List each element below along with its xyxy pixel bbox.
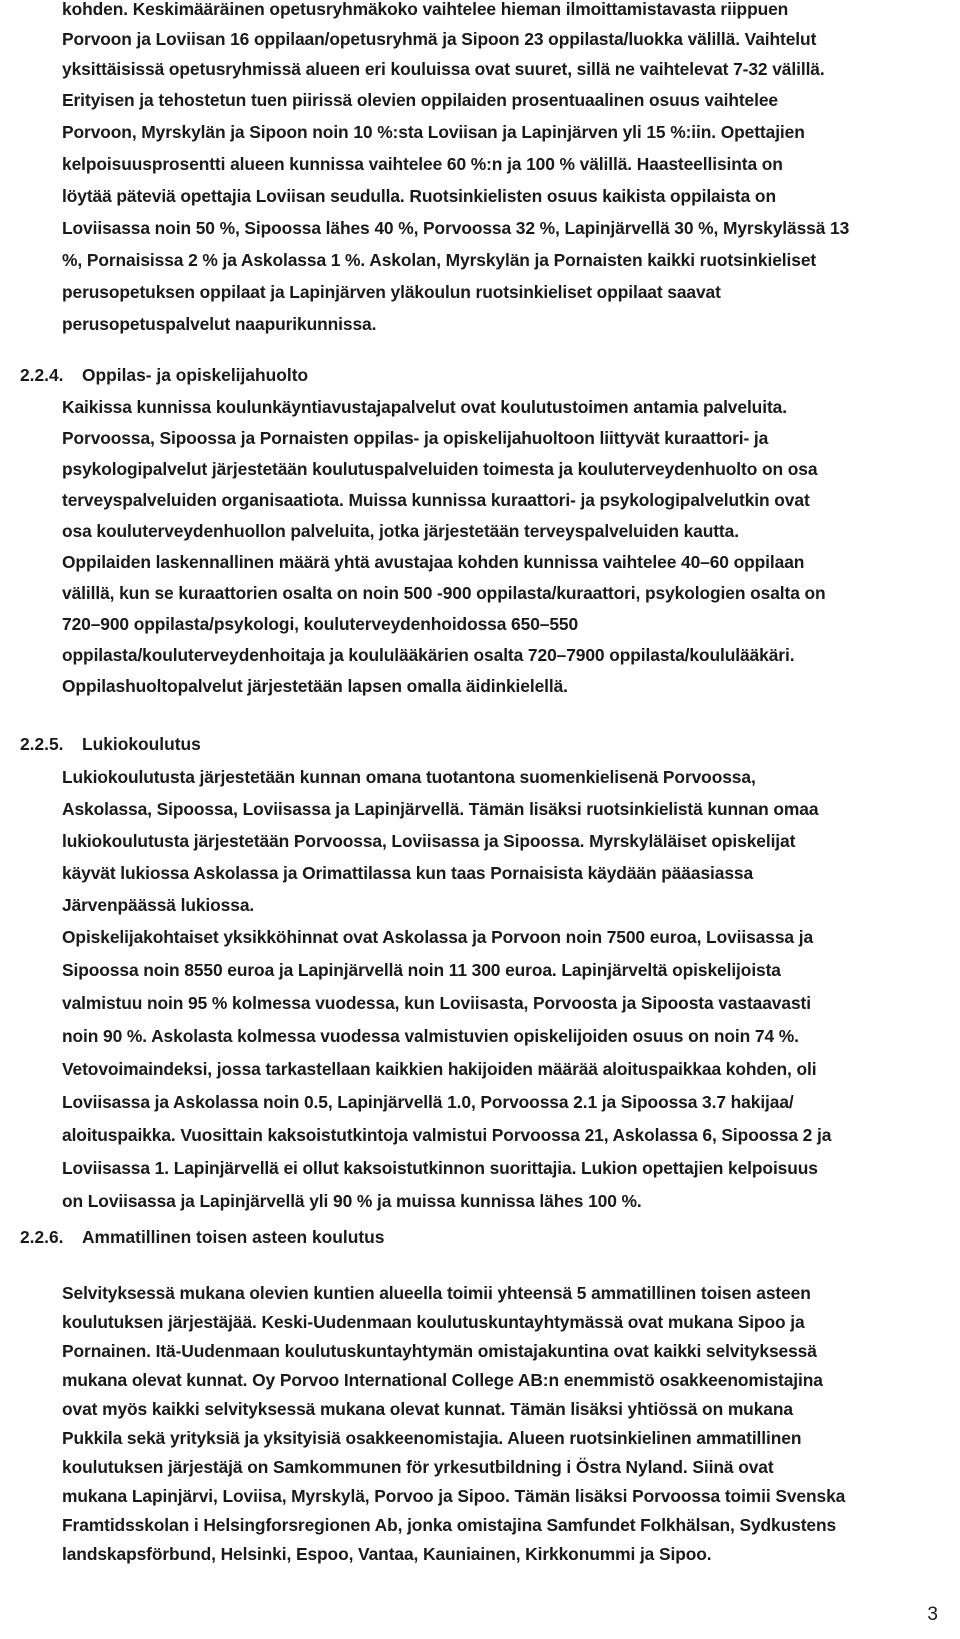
text-line: Opiskelijakohtaiset yksikköhinnat ovat Askolassa ja Porvoon noin 7500 euroa, Loviisassa ja [62, 927, 814, 947]
text-line: valmistuu noin 95 % kolmessa vuodessa, kun Loviisasta, Porvoosta ja Sipoosta vastaavasti [62, 993, 811, 1013]
text-line: perusopetuspalvelut naapurikunnissa. [62, 314, 377, 334]
text-line: psykologipalvelut järjestetään koulutuspalveluiden toimesta ja kouluterveydenhuolto on osa [62, 459, 818, 479]
text-line: yksittäisissä opetusryhmissä alueen eri kouluissa ovat suuret, sillä ne vaihtelevat 7-32 välillä. [62, 59, 825, 79]
text-line: välillä, kun se kuraattorien osalta on noin 500 -900 oppilasta/kuraattori, psykologien osalta on [62, 583, 826, 603]
text-line: perusopetuksen oppilaat ja Lapinjärven yläkoulun ruotsinkieliset oppilaat saavat [62, 282, 721, 302]
text-line: Selvityksessä mukana olevien kuntien alueella toimii yhteensä 5 ammatillinen toisen asteen [62, 1283, 811, 1303]
text-line: osa kouluterveydenhuollon palveluita, jotka järjestetään terveyspalveluiden kautta. [62, 521, 739, 541]
text-line: %, Pornaisissa 2 % ja Askolassa 1 %. Askolan, Myrskylän ja Pornaisten kaikki ruotsinkieliset [62, 250, 817, 270]
text-line: oppilasta/kouluterveydenhoitaja ja koululääkärien osalta 720–7900 oppilasta/koululääkäri. [62, 645, 795, 665]
text-line: aloituspaikka. Vuosittain kaksoistutkintoja valmistui Porvoossa 21, Askolassa 6, Sipoossa 2 ja [62, 1125, 832, 1145]
section-number: 2.2.5. [20, 734, 64, 754]
text-line: Pukkila sekä yrityksiä ja yksityisiä osakkeenomistajia. Alueen ruotsinkielinen ammatillinen [62, 1428, 802, 1448]
text-line: Framtidsskolan i Helsingforsregionen Ab, jonka omistajina Samfundet Folkhälsan, Sydkustens [62, 1515, 837, 1535]
text-line: Porvoon, Myrskylän ja Sipoon noin 10 %:sta Loviisan ja Lapinjärven yli 15 %:iin. Opettajien [62, 122, 805, 142]
section-number: 2.2.6. [20, 1227, 64, 1247]
section-title: Oppilas- ja opiskelijahuolto [82, 365, 309, 385]
section-2-2-6-body [62, 1279, 912, 1569]
text-line: mukana olevat kunnat. Oy Porvoo International College AB:n enemmistö osakkeenomistajina [62, 1370, 823, 1390]
text-line: Sipoossa noin 8550 euroa ja Lapinjärvellä noin 11 300 euroa. Lapinjärveltä opiskelijoista [62, 960, 781, 980]
text-line: ovat myös kaikki selvityksessä mukana olevat kunnat. Tämän lisäksi yhtiössä on mukana [62, 1399, 793, 1419]
text-line: Loviisassa 1. Lapinjärvellä ei ollut kaksoistutkinnon suorittajia. Lukion opettajien kelpoisuus [62, 1158, 818, 1178]
text-line: mukana Lapinjärvi, Loviisa, Myrskylä, Porvoo ja Sipoo. Tämän lisäksi Porvoossa toimii Svenska [62, 1486, 846, 1506]
text-line: Pornainen. Itä-Uudenmaan koulutuskuntayhtymän omistajakuntina ovat kaikki selvityksessä [62, 1341, 817, 1361]
text-line: Erityisen ja tehostetun tuen piirissä olevien oppilaiden prosentuaalinen osuus vaihtelee [62, 90, 778, 110]
text-line: koulutuksen järjestäjää. Keski-Uudenmaan koulutuskuntayhtymässä ovat mukana Sipoo ja [62, 1312, 805, 1332]
text-line: noin 90 %. Askolasta kolmessa vuodessa valmistuvien opiskelijoiden osuus on noin 74 %. [62, 1026, 799, 1046]
text-line: Oppilaiden laskennallinen määrä yhtä avustajaa kohden kunnissa vaihtelee 40–60 oppilaan [62, 552, 805, 572]
text-line: Vetovoimaindeksi, jossa tarkastellaan kaikkien hakijoiden määrää aloituspaikkaa kohden, oli [62, 1059, 817, 1079]
section-2-2-5-body [62, 761, 912, 1218]
text-line: Oppilashuoltopalvelut järjestetään lapsen omalla äidinkielellä. [62, 676, 568, 696]
text-line: löytää päteviä opettajia Loviisan seudulla. Ruotsinkielisten osuus kaikista oppilaista on [62, 186, 776, 206]
text-line: on Loviisassa ja Lapinjärvellä yli 90 % ja muissa kunnissa lähes 100 %. [62, 1191, 642, 1211]
text-line: landskapsförbund, Helsinki, Espoo, Vantaa, Kauniainen, Kirkkonummi ja Sipoo. [62, 1544, 712, 1564]
section-title: Ammatillinen toisen asteen koulutus [82, 1227, 385, 1247]
text-line: Kaikissa kunnissa koulunkäyntiavustajapalvelut ovat koulutustoimen antamia palveluita. [62, 397, 787, 417]
text-line: kohden. Keskimääräinen opetusryhmäkoko vaihtelee hieman ilmoittamistavasta riippuen [62, 0, 789, 19]
intro-paragraph [62, 0, 912, 340]
text-line: käyvät lukiossa Askolassa ja Orimattilassa kun taas Pornaisista käydään pääasiassa [62, 863, 754, 883]
text-line: lukiokoulutusta järjestetään Porvoossa, Loviisassa ja Sipoossa. Myrskyläläiset opiskelijat [62, 831, 796, 851]
section-title: Lukiokoulutus [82, 734, 201, 754]
text-line: 720–900 oppilasta/psykologi, kouluterveydenhoidossa 650–550 [62, 614, 579, 634]
text-line: terveyspalveluiden organisaatiota. Muissa kunnissa kuraattori- ja psykologipalvelutkin ovat [62, 490, 810, 510]
text-line: koulutuksen järjestäjä on Samkommunen för yrkesutbildning i Östra Nyland. Siinä ovat [62, 1457, 774, 1477]
text-line: Loviisassa ja Askolassa noin 0.5, Lapinjärvellä 1.0, Porvoossa 2.1 ja Sipoossa 3.7 hakijaa/ [62, 1092, 794, 1112]
text-line: Lukiokoulutusta järjestetään kunnan omana tuotantona suomenkielisenä Porvoossa, [62, 767, 756, 787]
page-number: 3 [927, 1604, 938, 1625]
text-line: Porvoossa, Sipoossa ja Pornaisten oppilas- ja opiskelijahuoltoon liittyvät kuraattori- ja [62, 428, 769, 448]
text-line: Järvenpäässä lukiossa. [62, 895, 255, 915]
text-line: kelpoisuusprosentti alueen kunnissa vaihtelee 60 %:n ja 100 % välillä. Haasteellisinta on [62, 154, 783, 174]
text-line: Loviisassa noin 50 %, Sipoossa lähes 40 %, Porvoossa 32 %, Lapinjärvellä 30 %, Myrskylässä 13 [62, 218, 850, 238]
text-line: Askolassa, Sipoossa, Loviisassa ja Lapinjärvellä. Tämän lisäksi ruotsinkielistä kunnan omaa [62, 799, 819, 819]
text-line: Porvoon ja Loviisan 16 oppilaan/opetusryhmä ja Sipoon 23 oppilasta/luokka välillä. Vaihtelut [62, 29, 817, 49]
section-number: 2.2.4. [20, 365, 64, 385]
section-2-2-4-body [62, 392, 912, 702]
